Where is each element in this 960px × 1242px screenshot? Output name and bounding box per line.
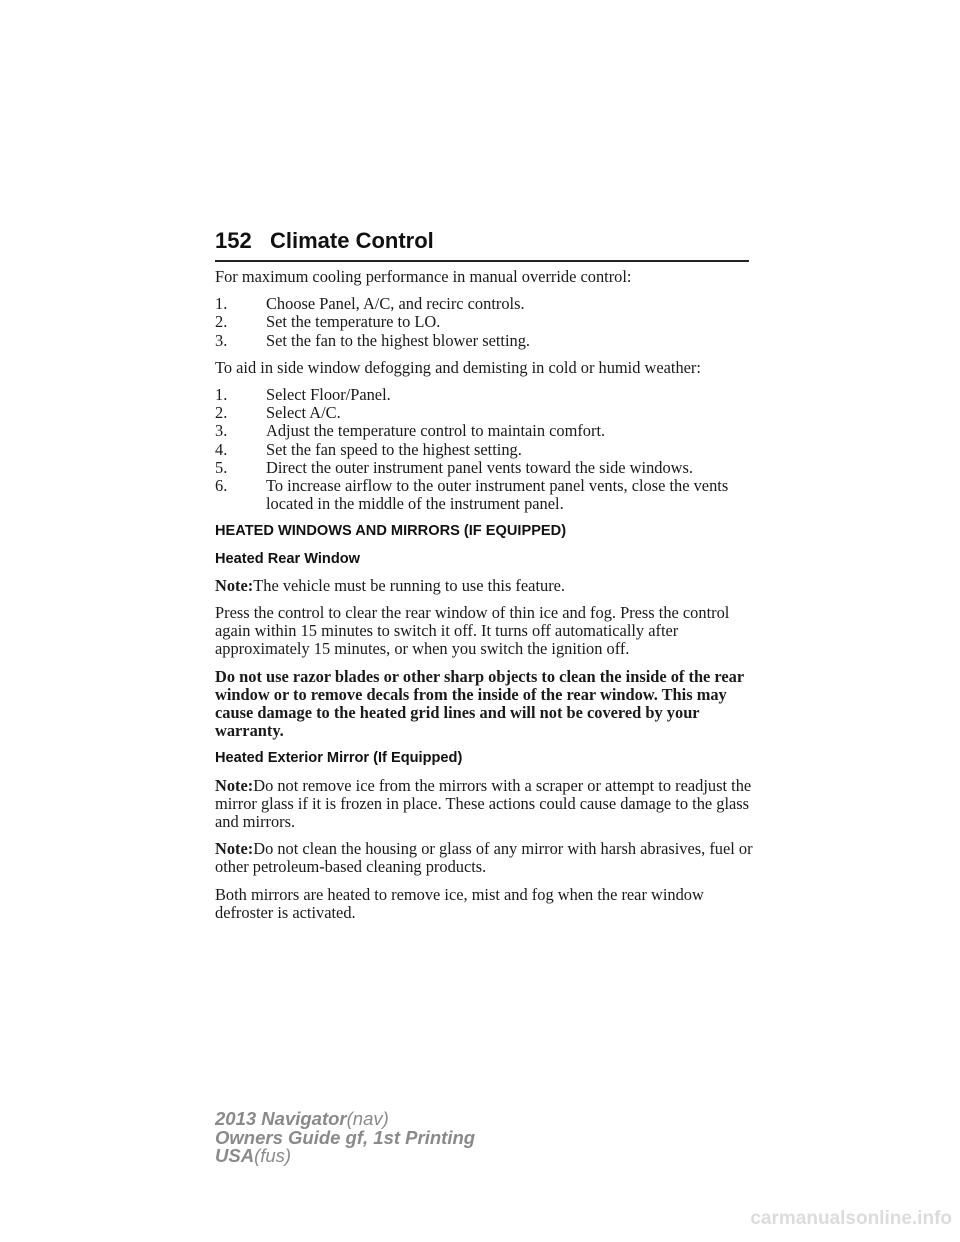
section-title: Climate Control bbox=[270, 228, 434, 253]
list-item: 1. Choose Panel, A/C, and recirc controls. bbox=[215, 294, 525, 314]
page-number: 152 bbox=[215, 228, 252, 253]
footer-line-1: 2013 Navigator(nav) bbox=[215, 1108, 389, 1129]
cooling-steps-list bbox=[215, 295, 755, 350]
note-label: Note: bbox=[215, 575, 254, 595]
rear-window-heading: Heated Rear Window bbox=[215, 550, 361, 567]
rear-window-warning: Do not use razor blades or other sharp objects to clean the inside of the rear window or to remove decals from the inside of the rear window. This may cause damage to the heated grid lines and will not be covered by your warranty. bbox=[215, 666, 744, 741]
page-header bbox=[215, 228, 749, 262]
page-content bbox=[215, 268, 755, 931]
note-label: Note: bbox=[215, 839, 254, 859]
cooling-intro: For maximum cooling performance in manual override control: bbox=[215, 267, 632, 286]
list-item: 5. Direct the outer instrument panel vents toward the side windows. bbox=[215, 457, 693, 477]
mirror-note-2: Note:Do not clean the housing or glass of any mirror with harsh abrasives, fuel or other petroleum-based cleaning products. bbox=[215, 839, 753, 877]
mirror-body: Both mirrors are heated to remove ice, mist and fog when the rear window defroster is activated. bbox=[215, 884, 704, 922]
footer-line-3: USA(fus) bbox=[215, 1145, 292, 1166]
rear-window-body: Press the control to clear the rear window of thin ice and fog. Press the control again within 15 minutes to switch it off. It turns off automatically after approximately 15 minutes, or when you switch the ignition off. bbox=[215, 603, 730, 659]
defog-intro: To aid in side window defogging and demisting in cold or humid weather: bbox=[215, 357, 701, 377]
list-item: 1. Select Floor/Panel. bbox=[215, 385, 391, 405]
defog-steps-list bbox=[215, 386, 755, 513]
rear-window-note: Note:The vehicle must be running to use this feature. bbox=[215, 575, 566, 595]
footer-line-2: Owners Guide gf, 1st Printing bbox=[215, 1126, 476, 1148]
list-item: 3. Set the fan to the highest blower setting. bbox=[215, 330, 531, 350]
list-item: 3. Adjust the temperature control to maintain comfort. bbox=[215, 421, 606, 441]
watermark: carmanualsonline.info bbox=[750, 1208, 952, 1229]
mirror-heading: Heated Exterior Mirror (If Equipped) bbox=[215, 750, 463, 767]
cooling-instructions bbox=[215, 268, 755, 350]
note-label: Note: bbox=[215, 775, 254, 795]
list-item: 6. To increase airflow to the outer instrument panel vents, close the vents located in the middle of the instrument panel. bbox=[215, 476, 729, 514]
defog-instructions bbox=[215, 359, 755, 514]
list-item: 2. Set the temperature to LO. bbox=[215, 312, 441, 332]
print-footer bbox=[215, 1110, 475, 1166]
list-item: 4. Set the fan speed to the highest setting. bbox=[215, 439, 522, 459]
mirror-note-1: Note:Do not remove ice from the mirrors with a scraper or attempt to readjust the mirror glass if it is frozen in place. These actions could cause damage to the glass and mirrors. bbox=[215, 775, 752, 832]
list-item: 2. Select A/C. bbox=[215, 403, 341, 423]
heated-section-heading: HEATED WINDOWS AND MIRRORS (IF EQUIPPED) bbox=[215, 523, 567, 540]
